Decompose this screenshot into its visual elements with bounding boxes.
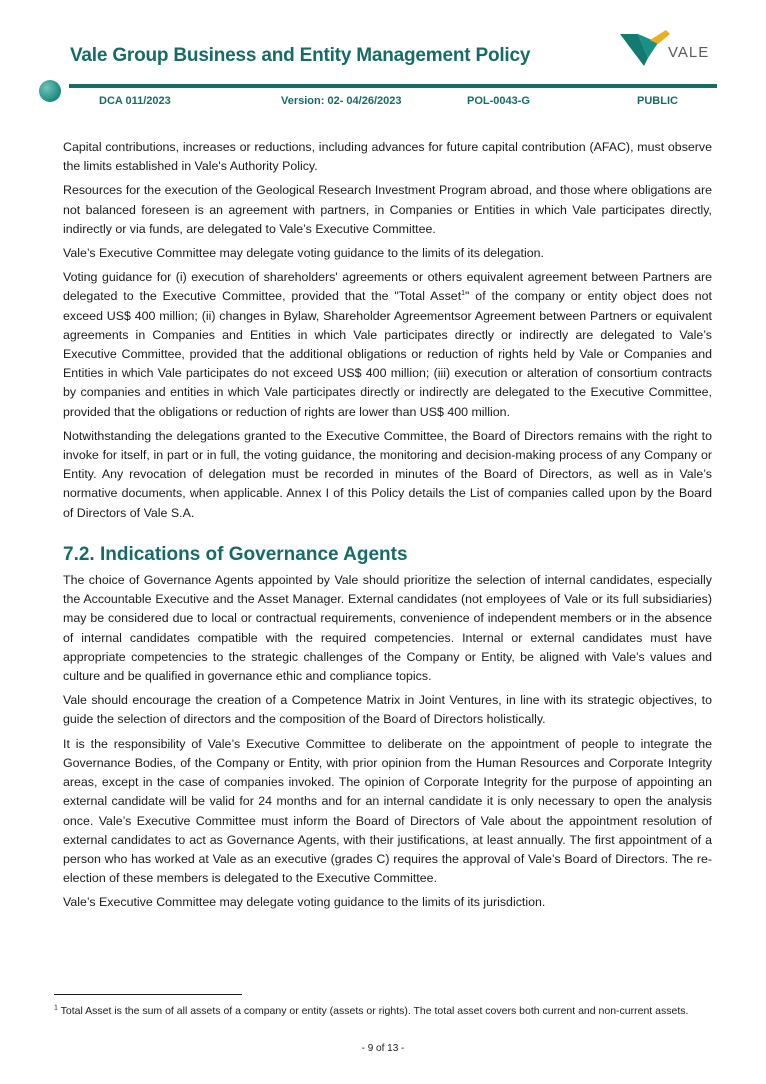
policy-code: POL-0043-G <box>467 95 530 107</box>
page-number: - 9 of 13 - <box>361 1043 405 1054</box>
paragraph: Vale’s Executive Committee may delegate voting guidance to the limits of its jurisdiction. <box>63 895 546 910</box>
logo-text: VALE <box>668 44 710 61</box>
footnote-marker: 1 <box>54 1004 58 1012</box>
dca-number: DCA 011/2023 <box>99 95 171 107</box>
paragraph: It is the responsibility of Vale’s Executive Committee to deliberate on the appointment of people to integrate the Governance Bodies, of the Company or Entity, with prior opinion from the Human Resources and Corporate Integrity areas, except in the case of companies invoked. The opinion of Corporate Integrity for the purpose of appointing an external candidate will be valid for 24 months and for an internal candidate it is only necessary to open the analysis once. Vale’s Executive Committee must inform the Board of Directors of Vale about the appointment resolution of external candidates to act as Governance Agents, with their justifications, at least annually. The first appointment of a person who has worked at Vale as an executive (grades C) requires the approval of Vale’s Board of Directors. The re-election of these members is delegated to the Executive Committee. <box>63 736 712 886</box>
paragraph: Resources for the execution of the Geological Research Investment Program abroad, and those where obligations are not balanced foreseen is an agreement with partners, in Companies or Entities in which Vale participates directly, indirectly or via funds, are delegated to Vale’s Executive Committee. <box>63 183 712 236</box>
footnote-reference[interactable]: 1 <box>461 290 466 298</box>
section-heading: 7.2. Indications of Governance Agents <box>63 543 408 565</box>
document-title: Vale Group Business and Entity Management Policy <box>70 45 531 66</box>
footnote <box>54 1003 714 1019</box>
classification-label: PUBLIC <box>637 95 678 107</box>
footnote-text: Total Asset is the sum of all assets of a company or entity (assets or rights). The total asset covers both current and non-current assets. <box>57 1005 689 1017</box>
version-label: Version: 02- 04/26/2023 <box>281 95 402 107</box>
paragraph: Vale should encourage the creation of a Competence Matrix in Joint Ventures, in line with its strategic objectives, to guide the selection of directors and the composition of the Board of Directors holistically. <box>63 693 712 727</box>
footnote-separator <box>54 994 242 995</box>
text-run: " of the company or entity object does not exceed US$ 400 million; (ii) changes in Bylaw, Shareholder Agreementsor Agreement between Partners or equivalent agreements in Companies and Entities in which Vale participates directly or indirectly are delegated to Vale’s Executive Committee, provided that the additional obligations or reduction of rights held by Vale or Companies and Entities in which Vale participates do not exceed US$ 400 million; (iii) execution or alteration of consortium contracts by companies and entities in which Vale participates directly or indirectly are delegated to the Executive Committee, provided that the obligations or reduction of rights are lower than US$ 400 million. <box>63 289 712 419</box>
header-rule <box>69 84 717 88</box>
paragraph: Vale’s Executive Committee may delegate voting guidance to the limits of its delegation. <box>63 246 544 261</box>
voting-paragraph <box>63 268 712 422</box>
paragraph: Capital contributions, increases or reductions, including advances for future capital contribution (AFAC), must observe the limits established in Vale's Authority Policy. <box>63 140 712 174</box>
globe-icon <box>39 80 61 102</box>
paragraph: The choice of Governance Agents appointed by Vale should prioritize the selection of internal candidates, especially the Accountable Executive and the Asset Manager. External candidates (not employees of Vale or its full subsidiaries) may be considered due to local or contractual requirements, convenience of independent members or in the absence of internal candidates compatible with the required competencies. Internal or external candidates must have appropriate competencies to the strategic challenges of the Company or Entity, be aligned with Vale’s values and culture and be qualified in governance ethic and compliance topics. <box>63 573 712 684</box>
paragraph: Notwithstanding the delegations granted to the Executive Committee, the Board of Directors remains with the right to invoke for itself, in part or in full, the voting guidance, the monitoring and decision-making process of any Company or Entity. Any revocation of delegation must be recorded in minutes of the Board of Directors, as well as in Vale’s normative documents, when applicable. Annex I of this Policy details the List of companies called upon by the Board of Directors of Vale S.A. <box>63 428 712 520</box>
text-run: Voting guidance for (i) execution of shareholders' agreements or others equivalent agreement between Partners are delegated to the Executive Committee, provided that the "Total Asset <box>63 270 712 304</box>
document-body <box>63 138 712 918</box>
